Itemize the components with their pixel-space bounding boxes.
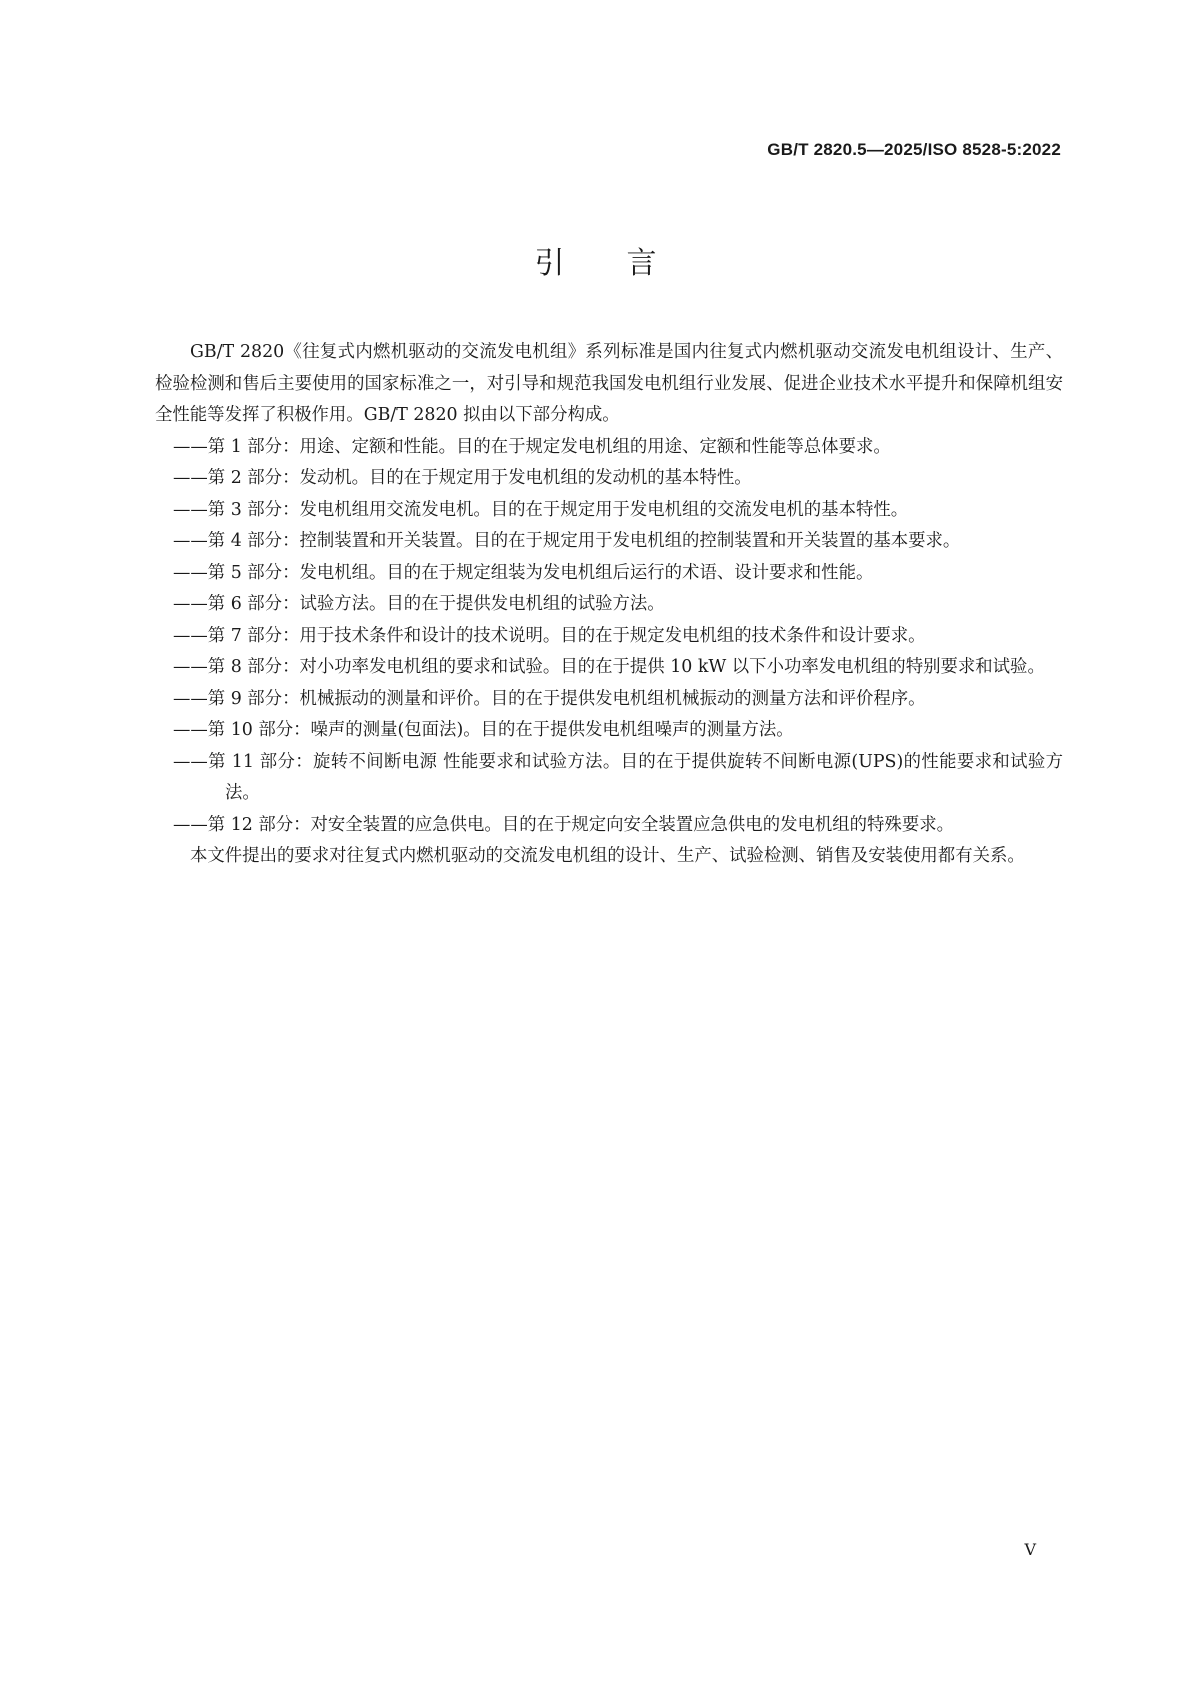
page-title: 引言 [534, 246, 719, 281]
part-item-7: ——第 7 部分：用于技术条件和设计的技术说明。目的在于规定发电机组的技术条件和设计要求。 [173, 625, 926, 646]
part-item-11: ——第 11 部分：旋转不间断电源 性能要求和试验方法。目的在于提供旋转不间断电源(UPS)的性能要求和试验方法。 [173, 751, 1063, 803]
intro-paragraph: GB/T 2820《往复式内燃机驱动的交流发电机组》系列标准是国内往复式内燃机驱动交流发电机组设计、生产、检验检测和售后主要使用的国家标准之一，对引导和规范我国发电机组行业发展、促进企业技术水平提升和保障机组安全性能等发挥了积极作用。GB/T 2820 拟由以下部分构成。 [155, 342, 1063, 425]
document-body [155, 337, 1063, 873]
part-item-4: ——第 4 部分：控制装置和开关装置。目的在于规定用于发电机组的控制装置和开关装置的基本要求。 [173, 531, 961, 551]
part-item-10: ——第 10 部分：噪声的测量(包面法)。目的在于提供发电机组噪声的测量方法。 [173, 720, 794, 740]
part-item-9: ——第 9 部分：机械振动的测量和评价。目的在于提供发电机组机械振动的测量方法和评价程序。 [173, 688, 926, 709]
part-item-8: ——第 8 部分：对小功率发电机组的要求和试验。目的在于提供 10 kW 以下小功率发电机组的特别要求和试验。 [173, 657, 1045, 677]
closing-paragraph: 本文件提出的要求对往复式内燃机驱动的交流发电机组的设计、生产、试验检测、销售及安装使用都有关系。 [190, 846, 1025, 866]
part-item-12: ——第 12 部分：对安全装置的应急供电。目的在于规定向安全装置应急供电的发电机组的特殊要求。 [173, 814, 954, 835]
part-item-1: ——第 1 部分：用途、定额和性能。目的在于规定发电机组的用途、定额和性能等总体要求。 [173, 436, 891, 457]
part-item-6: ——第 6 部分：试验方法。目的在于提供发电机组的试验方法。 [173, 594, 665, 614]
standard-number: GB/T 2820.5—2025/ISO 8528-5:2022 [767, 140, 1061, 159]
part-item-3: ——第 3 部分：发电机组用交流发电机。目的在于规定用于发电机组的交流发电机的基本特性。 [173, 499, 909, 520]
page-number: V [1024, 1540, 1036, 1559]
part-item-5: ——第 5 部分：发电机组。目的在于规定组装为发电机组后运行的术语、设计要求和性能。 [173, 562, 874, 583]
part-item-2: ——第 2 部分：发动机。目的在于规定用于发电机组的发动机的基本特性。 [173, 468, 752, 488]
